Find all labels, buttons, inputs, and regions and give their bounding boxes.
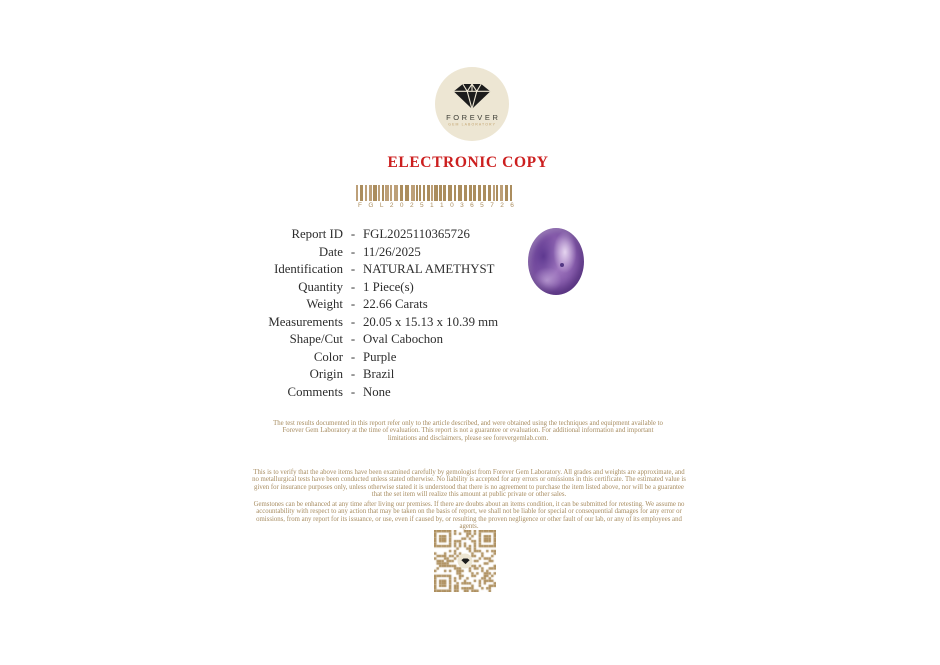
field-separator: -: [350, 227, 356, 241]
field-separator: -: [350, 297, 356, 311]
field-label: Comments: [287, 384, 343, 399]
field-value: None: [363, 384, 391, 399]
lab-name: FOREVER: [446, 113, 501, 122]
field-value: 1 Piece(s): [363, 279, 414, 294]
field-label: Date: [318, 244, 343, 259]
qr-code: [434, 530, 496, 592]
field-separator: -: [350, 367, 356, 381]
field-label: Shape/Cut: [289, 332, 343, 346]
field-separator: -: [350, 279, 356, 294]
qr-center-logo: [458, 554, 473, 569]
field-value: NATURAL AMETHYST: [363, 262, 495, 276]
diamond-icon: [450, 80, 494, 110]
field-row-shape-cut: [230, 331, 613, 349]
field-label: Origin: [309, 367, 343, 381]
disclaimer-verification: This is to verify that the above items have been examined carefully by gemologist from Forever Gem Laboratory. All grades and weights are approximate, and no metallurgical tests have been conducted unless stated otherwise. No liability is accepted for any errors or omissions in this certificate. The estimated value is given for insurance purposes only, unless otherwise stated it is understood that there is no agreement to purchase the item listed above, nor will be a guarantee that the set item will realize this amount at public private or other sales.: [252, 469, 686, 499]
field-value: 11/26/2025: [363, 244, 421, 259]
field-row-weight: [230, 296, 613, 314]
field-label: Identification: [274, 262, 343, 276]
field-separator: -: [350, 314, 356, 329]
field-separator: -: [350, 384, 356, 399]
electronic-copy-stamp: ELECTRONIC COPY: [387, 154, 549, 171]
field-value: 22.66 Carats: [363, 297, 428, 311]
field-label: Report ID: [291, 227, 343, 241]
field-row-color: [230, 349, 613, 367]
barcode-bars: [356, 185, 516, 201]
field-row-measurements: [230, 314, 613, 332]
field-value: Purple: [363, 349, 397, 364]
field-label: Weight: [306, 297, 343, 311]
field-value: 20.05 x 15.13 x 10.39 mm: [363, 314, 499, 329]
field-value: Oval Cabochon: [363, 332, 443, 346]
field-separator: -: [350, 349, 356, 364]
field-separator: -: [350, 244, 356, 259]
diamond-icon: [460, 558, 470, 565]
field-label: Measurements: [268, 314, 343, 329]
field-row-origin: [230, 366, 613, 384]
field-row-comments: [230, 384, 613, 402]
disclaimer-liability: Gemstones can be enhanced at any time after living our premises. If there are doubts about an items condition, it can be submitted for retesting. We assume no accountability with respect to any action that may be taken on the basis of report, we shall not be liable for special or consequential damages for any error or omissions, from any report for its issuance, or use, even if caused by, or resulting the proven negligence or other fault of our lab, or any of its employees and agents.: [253, 501, 685, 531]
field-label: Quantity: [298, 279, 343, 294]
field-value: FGL2025110365726: [363, 227, 470, 241]
field-separator: -: [350, 332, 356, 346]
barcode: [356, 185, 516, 209]
field-label: Color: [313, 349, 343, 364]
field-separator: -: [350, 262, 356, 276]
gem-photo: [528, 228, 584, 295]
barcode-text: F G L 2 0 2 5 1 1 0 3 6 5 7 2 6: [358, 202, 514, 209]
disclaimer-test-results: The test results documented in this report refer only to the article described, and were obtained using the techniques and equipment available to Forever Gem Laboratory at the time of evaluation. This report is not a guarantee or evaluation. For additional information and important limitations and disclaimers, please see forevergemlab.com.: [273, 420, 663, 442]
lab-logo: [435, 67, 509, 141]
lab-subtitle: GEM LABORATORY: [448, 123, 496, 127]
field-value: Brazil: [363, 367, 395, 381]
